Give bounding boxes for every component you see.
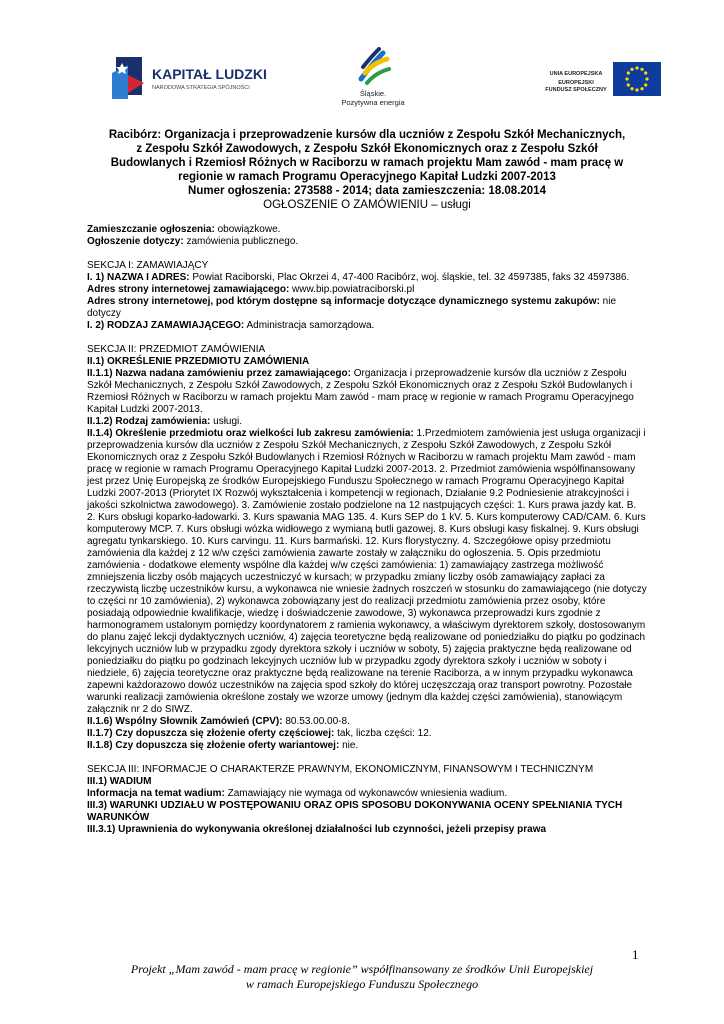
subsection-heading: III.1) WADIUM	[87, 776, 152, 787]
field-label: II.1.1) Nazwa nadana zamówieniu przez zamawiającego:	[87, 368, 351, 379]
field-value: obowiązkowe.	[214, 224, 281, 235]
contract-type	[87, 416, 647, 428]
title-line: regionie w ramach Programu Operacyjnego Kapitał Ludzki 2007-2013	[178, 171, 556, 183]
field-label: Zamieszczanie ogłoszenia:	[87, 224, 215, 235]
footer-line: w ramach Europejskiego Funduszu Społecznego	[245, 977, 479, 991]
eu-flag-icon	[613, 62, 661, 96]
field-label: II.1.8) Czy dopuszcza się złożenie oferty wariantowej:	[87, 740, 340, 751]
field-value: 80.53.00.00-8.	[282, 716, 350, 727]
announcement-subject	[87, 236, 647, 248]
field-label: Ogłoszenie dotyczy:	[87, 236, 184, 247]
eu-name: UNIA EUROPEJSKA	[549, 71, 603, 77]
slaskie-slogan: Pozytywna energia	[341, 98, 405, 107]
slaskie-emblem-icon	[353, 45, 393, 87]
field-value: www.bip.powiatraciborski.pl	[289, 284, 415, 295]
section-heading: SEKCJA II: PRZEDMIOT ZAMÓWIENIA	[87, 344, 266, 355]
section-heading: SEKCJA III: INFORMACJE O CHARAKTERZE PRAWNYM, EKONOMICZNYM, FINANSOWYM I TECHNICZNYM	[87, 764, 594, 775]
field-value: Organizacja i przeprowadzenie kursów dla uczniów z Zespołu Szkół Mechanicznych, z Zespołu Szkół Zawodowych, z Zespołu Szkół Ekonomicznych oraz z Zespołu Szkół Budowlanych i Rzemiosł Różnych w Raciborzu w ramach projektu Mam zawód - mam pracę w regionie w ramach Programu Operacyjnego Kapitał Ludzki 2007-2013.	[87, 368, 634, 415]
contract-description	[87, 428, 647, 716]
field-value: zamówienia publicznego.	[183, 236, 299, 247]
publication-requirement	[87, 224, 647, 236]
field-label: Adres strony internetowej, pod którym dostępne są informacje dotyczące dynamicznego systemu zakupów:	[87, 296, 600, 307]
eu-fund-line2: FUNDUSZ SPOŁECZNY	[545, 87, 607, 93]
variant-offers	[87, 740, 647, 752]
field-value: Zamawiający nie wymaga od wykonawców wniesienia wadium.	[224, 788, 508, 799]
footer-line: Projekt „Mam zawód - mam pracę w regionie” współfinansowany ze środków Unii Europejskiej	[130, 962, 594, 976]
subsection-heading: III.3.1) Uprawnienia do wykonywania określonej działalności lub czynności, jeżeli przepisy prawa	[87, 824, 547, 835]
authority-website	[87, 284, 647, 296]
document-body	[87, 128, 647, 836]
kapital-ludzki-emblem-icon	[108, 53, 148, 103]
header-logos	[0, 45, 724, 115]
field-value: nie.	[339, 740, 359, 751]
announcement-title	[87, 128, 647, 212]
title-line: Racibórz: Organizacja i przeprowadzenie kursów dla uczniów z Zespołu Szkół Mechanicznych,	[108, 129, 626, 141]
field-label: II.1.2) Rodzaj zamówienia:	[87, 416, 211, 427]
slaskie-logo	[333, 45, 413, 115]
field-label: Adres strony internetowej zamawiającego:	[87, 284, 290, 295]
footer	[60, 962, 664, 992]
field-label: II.1.6) Wspólny Słownik Zamówień (CPV):	[87, 716, 283, 727]
cpv-code	[87, 716, 647, 728]
section-heading: SEKCJA I: ZAMAWIAJĄCY	[87, 260, 209, 271]
eu-logo	[543, 62, 663, 102]
contract-name	[87, 368, 647, 416]
announcement-type: OGŁOSZENIE O ZAMÓWIENIU – usługi	[263, 199, 471, 211]
contracting-authority-address	[87, 272, 647, 284]
field-label: II.1.7) Czy dopuszcza się złożenie oferty częściowej:	[87, 728, 335, 739]
kapital-ludzki-name: KAPITAŁ LUDZKI	[152, 66, 267, 82]
field-label: II.1.4) Określenie przedmiotu oraz wielkości lub zakresu zamówienia:	[87, 428, 414, 439]
title-line: Budowlanych i Rzemiosł Różnych w Raciborzu w ramach projektu Mam zawód - mam pracę w	[110, 157, 624, 169]
slaskie-name: Śląskie.	[359, 89, 387, 98]
field-label: I. 2) RODZAJ ZAMAWIAJĄCEGO:	[87, 320, 245, 331]
field-value: Administracja samorządowa.	[244, 320, 375, 331]
field-value: nie dotyczy	[87, 296, 617, 319]
field-label: I. 1) NAZWA I ADRES:	[87, 272, 190, 283]
authority-type	[87, 320, 647, 332]
partial-offers	[87, 728, 647, 740]
kapital-ludzki-tagline: NARODOWA STRATEGIA SPÓJNOŚCI	[152, 85, 250, 91]
page-number: 1	[632, 947, 639, 962]
field-value: Powiat Raciborski, Plac Okrzei 4, 47-400 Racibórz, woj. śląskie, tel. 32 4597385, faks 32 4597386.	[189, 272, 630, 283]
subsection-heading: III.3) WARUNKI UDZIAŁU W POSTĘPOWANIU ORAZ OPIS SPOSOBU DOKONYWANIA OCENY SPEŁNIANIA TYCH WARUNKÓW	[87, 800, 623, 823]
field-value: 1.Przedmiotem zamówienia jest usługa organizacji i przeprowadzenia kursów dla uczniów z Zespołu Szkół Mechanicznych, z Zespołu Szkół Zawodowych, z Zespołu Szkół Ekonomicznych oraz z Zespołu Szkół Budowlanych i Rzemiosł Różnych w Raciborzu w ramach projektu Mam zawód - mam pracę w regionie w ramach Programu Operacyjnego Kapitał Ludzki 2007-2013. 2. Przedmiot zamówienia współfinansowany jest przez Unię Europejską ze środków Europejskiego Funduszu Społecznego w ramach Programu Operacyjnego Kapitał Ludzki 2007-2013 (Priorytet IX Rozwój wykształcenia i kompetencji w regionach, Działanie 9.2 Podniesienie atrakcyjności i jakości szkolnictwa zawodowego). 3. Zamówienie zostało podzielone na 12 nastpujących części: 1. Kurs prawa jazdy kat. B. 2. Kurs obsługi koparko-ładowarki. 3. Kurs spawania MAG 135. 4. Kurs SEP do 1 kV. 5. Kurs komputerowy CAD/CAM. 6. Kurs komputerowy MCP. 7. Kurs obsługi wózka widłowego z wymianą butli gazowej. 8. Kurs obsługi kasy fiskalnej. 9. Kurs obsługi agregatu tynkarskiego. 10. Kurs carvingu. 11. Kurs barmański. 12. Kurs florystyczny. 4. Szczegółowe opisy przedmiotu zamówienia dla każdej z 12 w/w części zamówienia zawarte zostały w załączniku do ogłoszenia. 5. Opis przedmiotu zamówienia - dodatkowe elementy wspólne dla każdej w/w części zamówienia: 1) zamawiający zastrzega możliwość zmniejszenia liczby osób mających uczestniczyć w kursach; w przypadku zmiany liczby osób zamawiający zapłaci za rzeczywistą liczbę uczestników kursu, a wykonawca nie wniesie żadnych roszczeń w stosunku do zamawiającego (nie dotyczy to części nr 10 zamówienia), 2) wykonawca zobowiązany jest do realizacji przedmiotu zamówienia przez osoby, które posiadają odpowiednie kwalifikacje, wiedzę i doświadczenie zawodowe, 3) wykonawca przeprowadzi kurs zgodnie z harmonogramem ustalonym pomiędzy koordynatorem z ramienia wykonawcy, a właściwym dyrektorem szkoły, dostosowanym do planu zajęć lekcji dydaktycznych uczniów, 4) zajęcia teoretyczne będą realizowane od poniedziałku do piątku po godzinach lekcyjnych uczniów lub w przypadku zgody dyrektora szkoły i uczniów w soboty, 5) zajęcia praktyczne będą realizowane od poniedziałku do piątku po godzinach lekcyjnych uczniów lub w przypadku zgody dyrektora szkoły i uczniów w soboty i niedziele, 6) zajęcia teoretyczne oraz praktyczne będą realizowane na terenie Raciborza, a w innym przypadku wykonawca zapewni każdorazowo dowóz uczestników na zajęcia spod szkoły do której uczęszczają oraz transport powrotny. Pozostałe warunki realizacji zamówienia określone zostały we wzorze umowy (jednym dla każdej części zamówienia), stanowiącym załącznik nr 2 do SIWZ.	[87, 428, 647, 715]
subsection-heading: II.1) OKREŚLENIE PRZEDMIOTU ZAMÓWIENIA	[87, 356, 310, 367]
field-label: Informacja na temat wadium:	[87, 788, 225, 799]
announcement-number: Numer ogłoszenia: 273588 - 2014; data zamieszczenia: 18.08.2014	[188, 185, 546, 197]
kapital-ludzki-logo	[108, 53, 267, 103]
field-value: usługi.	[210, 416, 243, 427]
deposit-info	[87, 788, 647, 800]
dynamic-purchasing-info	[87, 296, 647, 320]
title-line: z Zespołu Szkół Zawodowych, z Zespołu Szkół Ekonomicznych oraz z Zespołu Szkół	[136, 143, 598, 155]
field-value: tak, liczba części: 12.	[334, 728, 432, 739]
eu-fund-line1: EUROPEJSKI	[558, 80, 594, 86]
